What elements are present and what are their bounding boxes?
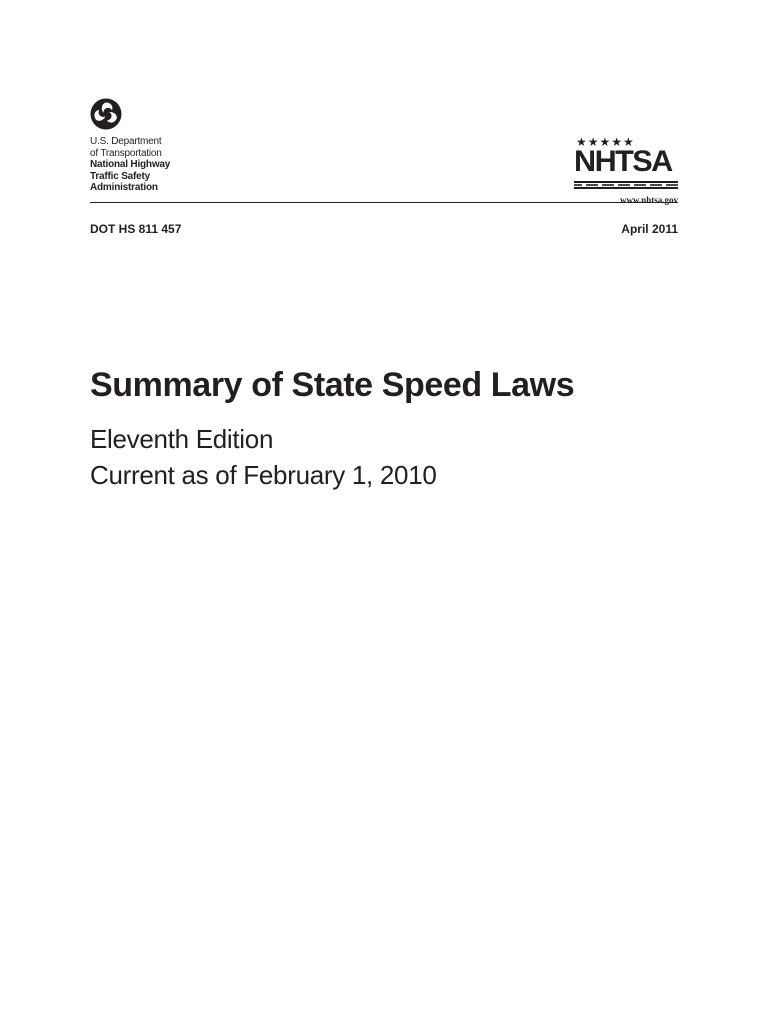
road-stripes-icon [574,181,678,189]
administration-line-2: Traffic Safety [90,170,151,182]
nhtsa-website-url: www.nhtsa.gov [619,195,678,205]
report-date: April 2011 [621,222,678,236]
nhtsa-stars-icon: ★★★★★ [576,135,635,149]
document-title: Summary of State Speed Laws [90,366,575,404]
administration-line-1: National Highway [90,159,171,170]
administration-line-3: Administration [90,182,158,193]
department-line-2: of Transportation [90,147,162,159]
department-line-1: U.S. Department [90,136,162,147]
document-current-date: Current as of February 1, 2010 [90,460,437,490]
dot-triskelion-logo-icon [90,98,122,130]
report-number: DOT HS 811 457 [90,222,182,236]
nhtsa-wordmark: NHTSA [574,145,672,178]
agency-name-block [90,136,170,194]
nhtsa-logo [574,136,680,205]
document-edition: Eleventh Edition [90,424,274,454]
header-divider [90,202,678,203]
